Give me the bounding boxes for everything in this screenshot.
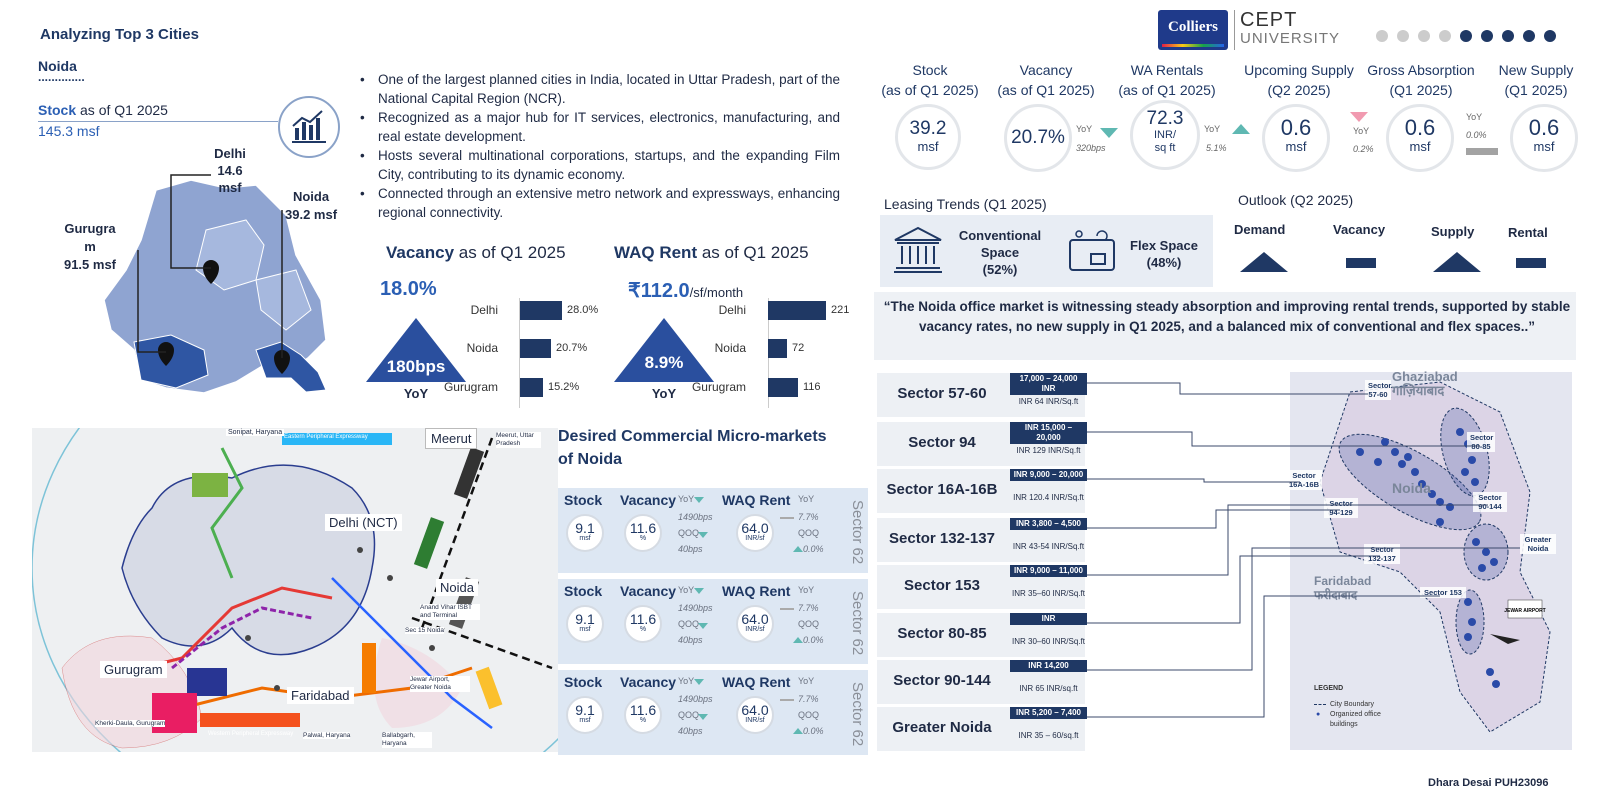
- mm-vacancy-header: Vacancy: [620, 492, 677, 508]
- kpi-upcoming-change: 0.2%: [1353, 144, 1374, 154]
- sector-name: Greater Noida: [892, 719, 992, 736]
- stock-asof: as of Q1 2025: [76, 102, 168, 118]
- noida-map-ghaziabad: Ghaziabad गाज़ियाबाद: [1392, 369, 1458, 398]
- outlook-rental-label: Rental: [1508, 225, 1548, 240]
- sector-price-range: INR 9,000 – 20,000: [1010, 469, 1087, 481]
- mm-vac-yoy: 1490bps: [678, 512, 713, 522]
- kpi-new-supply-header: New Supply (Q1 2025): [1498, 62, 1574, 98]
- page-dot[interactable]: [1544, 30, 1556, 42]
- kpi-vacancy-yoy: YoY: [1076, 124, 1093, 134]
- kpi-absorption-change: 0.0%: [1466, 130, 1487, 140]
- noida-label: [285, 188, 337, 224]
- noida-name: Noida: [292, 189, 330, 204]
- mm-vac-qoq-label: QOQ: [678, 528, 700, 538]
- noida-map-label-153: Sector 153: [1420, 587, 1466, 598]
- kpi-stock-header: Stock (as of Q1 2025): [881, 62, 979, 98]
- sector-row[interactable]: [877, 518, 1085, 562]
- outlook-supply-label: Supply: [1431, 224, 1475, 239]
- sector-price-range: INR 14,200: [1010, 660, 1087, 672]
- mm-stock-circle: 9.1 msf: [566, 605, 604, 643]
- rent-tri-value: 8.9%: [644, 353, 684, 372]
- map-label-noida: Noida: [436, 579, 478, 596]
- outlook-demand-label: Demand: [1234, 222, 1286, 237]
- delhi-value: 14.6: [217, 163, 243, 178]
- sector-rent: INR 64 INR/Sq.ft: [1018, 397, 1079, 406]
- rental-stable-icon: [1516, 258, 1546, 268]
- kpi-stock-circle: 39.2 msf: [895, 104, 961, 170]
- colliers-logo: [1158, 10, 1228, 50]
- mm-rent-circle: 64.0 INR/sf: [736, 696, 774, 734]
- mm-rent-yoy: YoY: [798, 676, 815, 686]
- map-label-western-expressway: Western Peripheral Expressway: [208, 731, 294, 737]
- page-dot[interactable]: [1439, 30, 1451, 42]
- down-arrow-icon: [694, 679, 704, 685]
- map-label-kherki: Kherki-Daula, Gurugram: [95, 720, 166, 727]
- bar-category-label: Gurugram: [691, 380, 746, 394]
- vacancy-section-title: Vacancy as of Q1 2025: [386, 243, 566, 262]
- map-label-eastern-expressway: Eastern Peripheral Expressway: [284, 434, 368, 440]
- up-arrow-icon: [793, 728, 803, 734]
- mm-vac-qoq: 40bps: [678, 726, 703, 736]
- sector-rent: INR 30–60 INR/Sq.ft: [1012, 637, 1085, 646]
- mm-side-label: Sector 62: [849, 681, 866, 747]
- sector-row[interactable]: [877, 373, 1085, 417]
- mm-rent-qoq-label: QOQ: [798, 710, 820, 720]
- neutral-dash-icon: [780, 699, 794, 701]
- sector-row[interactable]: [877, 469, 1085, 513]
- mm-rent-yoy-value: 7.7%: [798, 512, 819, 522]
- kpi-upcoming-circle: 0.6 msf: [1262, 104, 1330, 172]
- rent-headline: ₹112.0/sf/month: [628, 280, 744, 302]
- sector-price-range: INR 5,200 – 7,400: [1010, 707, 1087, 719]
- noida-map-label-57: Sector 57-60: [1365, 380, 1391, 400]
- sector-name: Sector 132-137: [889, 530, 995, 547]
- bullet-item: • Hosts several multinational corporations, startups, and the expanding Film City, contributing to its dynamic economy.: [360, 148, 840, 182]
- vacancy-tri-value: 180bps: [386, 357, 446, 376]
- down-arrow-red-icon: [1350, 112, 1368, 122]
- noida-map-noida: Noida: [1392, 480, 1431, 496]
- chart-growth-icon: [278, 96, 340, 158]
- sector-connector-line: [1087, 479, 1300, 482]
- bar: [520, 378, 543, 397]
- kpi-absorption-circle: 0.6 msf: [1386, 104, 1454, 172]
- kpi-upcoming-header: Upcoming Supply (Q2 2025): [1244, 62, 1354, 98]
- cept-logo: [1240, 10, 1340, 48]
- sector-name: Sector 153: [904, 577, 980, 594]
- sector-price-range: INR 15,000 – 20,000: [1010, 422, 1087, 444]
- mm-vac-yoy-label: YoY: [678, 585, 695, 595]
- micro-market-panel: [558, 488, 868, 573]
- micro-market-panel: [558, 579, 868, 664]
- mm-vacancy-circle: 11.6 %: [624, 514, 662, 552]
- bar-category-label: Noida: [466, 341, 498, 355]
- mm-rent-yoy: YoY: [798, 585, 815, 595]
- flex-workspace-icon: [1067, 226, 1117, 274]
- demand-up-icon: [1240, 252, 1288, 272]
- noida-map-label-16a: Sector 16A-16B: [1286, 470, 1322, 490]
- sector-row[interactable]: [877, 422, 1085, 466]
- sector-row[interactable]: [877, 707, 1085, 751]
- mm-rent-qoq: 0.0%: [803, 635, 824, 645]
- map-label-gurugram: Gurugram: [100, 661, 167, 678]
- mm-vacancy-header: Vacancy: [620, 583, 677, 599]
- neutral-dash-icon: [780, 608, 794, 610]
- sector-name: Sector 57-60: [897, 385, 987, 402]
- outlook-vacancy-label: Vacancy: [1333, 222, 1386, 237]
- sector-name: Sector 90-144: [893, 672, 991, 689]
- office-pin-icon: ●: [1316, 711, 1321, 718]
- neutral-dash-icon: [780, 517, 794, 519]
- mm-stock-header: Stock: [564, 492, 603, 508]
- vacancy-tri-label: YoY: [403, 386, 429, 401]
- mm-vac-qoq: 40bps: [678, 635, 703, 645]
- noida-map-label-greater: Greater Noida: [1520, 534, 1556, 554]
- mm-rent-qoq: 0.0%: [803, 544, 824, 554]
- sector-rent: INR 65 INR/sq.ft: [1019, 684, 1078, 693]
- sector-row[interactable]: [877, 565, 1085, 609]
- quote-text: “The Noida office market is witnessing steady absorption and improving rental trends, supported by stable vacancy rates, no new supply in Q1 2025, and a balanced mix of conventional and flex spaces..”: [883, 299, 1571, 334]
- sector-rent: INR 120.4 INR/Sq.ft: [1013, 493, 1084, 502]
- kpi-new-supply-circle: 0.6 msf: [1510, 104, 1578, 172]
- sector-row[interactable]: [877, 613, 1085, 657]
- bar-category-label: Gurugram: [443, 380, 498, 394]
- mm-vac-yoy-label: YoY: [678, 494, 695, 504]
- micro-market-panel: [558, 670, 868, 755]
- down-arrow-icon: [698, 714, 708, 720]
- map-label-delhi: Delhi (NCT): [325, 514, 402, 531]
- mm-stock-header: Stock: [564, 583, 603, 599]
- bar-category-label: Delhi: [470, 303, 498, 317]
- up-arrow-icon: [793, 637, 803, 643]
- noida-value: 39.2 msf: [285, 207, 338, 222]
- sector-rent: INR 35–60 INR/Sq.ft: [1012, 589, 1085, 598]
- page-dot[interactable]: [1481, 30, 1493, 42]
- mm-stock-circle: 9.1 msf: [566, 514, 604, 552]
- mm-vacancy-header: Vacancy: [620, 674, 677, 690]
- gurugram-value: 91.5 msf: [63, 257, 117, 272]
- kpi-absorption-yoy: YoY: [1466, 112, 1483, 122]
- bar-value-label: 221: [831, 304, 850, 316]
- kpi-absorption-header: Gross Absorption (Q1 2025): [1367, 62, 1475, 98]
- map-label-faridabad: Faridabad: [287, 687, 354, 704]
- mm-rent-circle: 64.0 INR/sf: [736, 514, 774, 552]
- map-label-jewar: Jewar Airport, Greater Noida: [410, 676, 470, 692]
- neutral-dash-icon: [1466, 148, 1498, 155]
- bar-value-label: 15.2%: [548, 381, 580, 393]
- mm-stock-header: Stock: [564, 674, 603, 690]
- mm-vac-qoq-label: QOQ: [678, 710, 700, 720]
- noida-map-legend: LEGEND City Boundary ● Organized office buildings: [1314, 685, 1381, 728]
- bar: [768, 301, 826, 320]
- sector-price-range: INR 9,000 – 11,000: [1010, 565, 1087, 577]
- up-arrow-icon: [793, 546, 803, 552]
- noida-map-faridabad: Faridabad फरीदाबाद: [1314, 574, 1372, 602]
- sector-price-range: INR: [1010, 613, 1087, 625]
- vacancy-stable-icon: [1346, 258, 1376, 268]
- bullet-item: • One of the largest planned cities in India, located in Uttar Pradesh, part of the National Capital Region (NCR).: [360, 72, 840, 106]
- cept-logo-top: CEPT: [1240, 9, 1298, 31]
- mm-vac-yoy: 1490bps: [678, 694, 713, 704]
- city-name: Noida: [38, 58, 77, 74]
- stock-label: Stock: [38, 102, 77, 118]
- kpi-rentals-yoy: YoY: [1204, 124, 1221, 134]
- gurugram-name-1: Gurugra: [64, 221, 116, 236]
- logo-divider: [1234, 10, 1235, 50]
- bar-category-label: Delhi: [718, 303, 746, 317]
- sector-price-range: 17,000 – 24,000 INR: [1010, 373, 1087, 395]
- sector-name: Sector 16A-16B: [886, 481, 998, 498]
- kpi-upcoming-yoy: YoY: [1353, 126, 1370, 136]
- bar-value-label: 116: [803, 381, 821, 393]
- mm-rent-header: WAQ Rent: [722, 674, 791, 690]
- mm-side-label: Sector 62: [849, 499, 866, 565]
- sector-rent: INR 35 – 60/sq.ft: [1018, 731, 1079, 740]
- page-dot[interactable]: [1460, 30, 1472, 42]
- page-title: Analyzing Top 3 Cities: [40, 26, 199, 43]
- down-arrow-icon: [1100, 128, 1118, 138]
- gurugram-name-2: m: [84, 239, 96, 254]
- mm-rent-circle: 64.0 INR/sf: [736, 605, 774, 643]
- rent-tri-label: YoY: [651, 386, 677, 401]
- micro-markets-title: Desired Commercial Micro-markets of Noida: [558, 428, 827, 468]
- mm-vac-yoy-label: YoY: [678, 676, 695, 686]
- airport-label: JEWAR AIRPORT: [1504, 608, 1546, 614]
- sector-price-range: INR 3,800 – 4,500: [1010, 518, 1087, 530]
- supply-up-icon: [1433, 252, 1481, 272]
- page-dot[interactable]: [1502, 30, 1514, 42]
- mm-rent-yoy: YoY: [798, 494, 815, 504]
- kpi-rentals-circle: 72.3 INR/ sq ft: [1130, 100, 1200, 170]
- bullet-list: [360, 70, 840, 222]
- sector-row[interactable]: [877, 660, 1085, 704]
- stock-total: 145.3 msf: [38, 123, 100, 139]
- sector-name: Sector 80-85: [897, 625, 987, 642]
- sector-name: Sector 94: [908, 434, 976, 451]
- bullet-item: • Recognized as a major hub for IT services, electronics, manufacturing, and real estate development.: [360, 110, 840, 144]
- stock-summary: [38, 102, 168, 118]
- kpi-vacancy-circle: 20.7%: [1004, 104, 1072, 172]
- page-dot[interactable]: [1418, 30, 1430, 42]
- vacancy-headline: 18.0%: [380, 278, 437, 300]
- gurugram-label: [50, 220, 130, 274]
- down-arrow-icon: [698, 623, 708, 629]
- delhi-name: Delhi: [214, 146, 246, 161]
- sector-rent: INR 129 INR/Sq.ft: [1016, 446, 1081, 455]
- map-label-meerut-up: Meerut, Uttar Pradesh: [496, 432, 541, 448]
- kpi-rentals-change: 5.1%: [1206, 143, 1227, 153]
- bar: [768, 339, 787, 358]
- bar-value-label: 72: [792, 342, 805, 354]
- up-arrow-icon: [1232, 124, 1250, 134]
- mm-rent-header: WAQ Rent: [722, 583, 791, 599]
- leasing-title: Leasing Trends (Q1 2025): [884, 196, 1047, 212]
- flex-space-label: Flex Space (48%): [1130, 238, 1198, 270]
- colliers-logo-text: Colliers: [1168, 19, 1218, 35]
- mm-rent-qoq: 0.0%: [803, 726, 824, 736]
- kpi-vacancy-header: Vacancy (as of Q1 2025): [997, 62, 1095, 98]
- noida-map-label-132: Sector 132-137: [1364, 544, 1400, 564]
- page-dot[interactable]: [1523, 30, 1535, 42]
- map-label-sonipat: Sonipat, Haryana: [228, 429, 283, 436]
- mm-rent-yoy-value: 7.7%: [798, 694, 819, 704]
- bar: [520, 301, 562, 320]
- page-dot[interactable]: [1397, 30, 1409, 42]
- mm-vacancy-circle: 11.6 %: [624, 605, 662, 643]
- map-label-sec15: Sec 15 Noida: [405, 627, 445, 634]
- stock-underline: [38, 121, 278, 122]
- map-label-meerut: Meerut: [425, 428, 477, 449]
- down-arrow-icon: [694, 588, 704, 594]
- bar-category-label: Noida: [714, 341, 746, 355]
- sector-rent: INR 43-54 INR/Sq.ft: [1012, 542, 1085, 551]
- mm-vac-qoq: 40bps: [678, 544, 703, 554]
- noida-map-label-94: Sector 94-129: [1324, 498, 1358, 518]
- cept-logo-bottom: UNIVERSITY: [1240, 30, 1341, 47]
- mm-rent-qoq-label: QOQ: [798, 619, 820, 629]
- mm-stock-circle: 9.1 msf: [566, 696, 604, 734]
- mm-rent-yoy-value: 7.7%: [798, 603, 819, 613]
- footer-author: Dhara Desai PUH23096: [1428, 777, 1549, 789]
- bar: [768, 378, 798, 397]
- mm-rent-qoq-label: QOQ: [798, 528, 820, 538]
- conventional-space-label: Conventional Space (52%): [958, 228, 1042, 277]
- kpi-vacancy-change: 320bps: [1076, 143, 1106, 153]
- delhi-unit: msf: [218, 180, 242, 195]
- mm-vacancy-circle: 11.6 %: [624, 696, 662, 734]
- delhi-label: [210, 145, 250, 196]
- bullet-item: • Connected through an extensive metro network and expressways, enhancing regional connectivity.: [360, 186, 840, 220]
- bar-value-label: 20.7%: [556, 342, 588, 354]
- map-label-anand-vihar: Anand Vihar ISBT and Terminal: [420, 604, 480, 620]
- outlook-title: Outlook (Q2 2025): [1238, 192, 1354, 208]
- down-arrow-icon: [694, 497, 704, 503]
- mm-rent-header: WAQ Rent: [722, 492, 791, 508]
- map-label-palwal: Palwal, Haryana: [303, 732, 351, 739]
- rent-section-title: WAQ Rent as of Q1 2025: [614, 243, 809, 262]
- down-arrow-icon: [698, 532, 708, 538]
- noida-map-label-90: Sector 90-144: [1473, 492, 1507, 512]
- bar-value-label: 28.0%: [567, 304, 599, 316]
- mm-side-label: Sector 62: [849, 590, 866, 656]
- mm-vac-yoy: 1490bps: [678, 603, 713, 613]
- kpi-rentals-header: WA Rentals (as of Q1 2025): [1118, 62, 1216, 98]
- mm-vac-qoq-label: QOQ: [678, 619, 700, 629]
- page-dot[interactable]: [1376, 30, 1388, 42]
- page-indicator: [1376, 0, 1576, 50]
- map-label-ballabgarh: Ballabgarh, Haryana: [382, 732, 432, 748]
- bar: [520, 339, 551, 358]
- noida-map-label-80: Sector 80-85: [1467, 432, 1495, 452]
- dotted-underline: ..............: [38, 70, 85, 84]
- bank-building-icon: [893, 226, 943, 274]
